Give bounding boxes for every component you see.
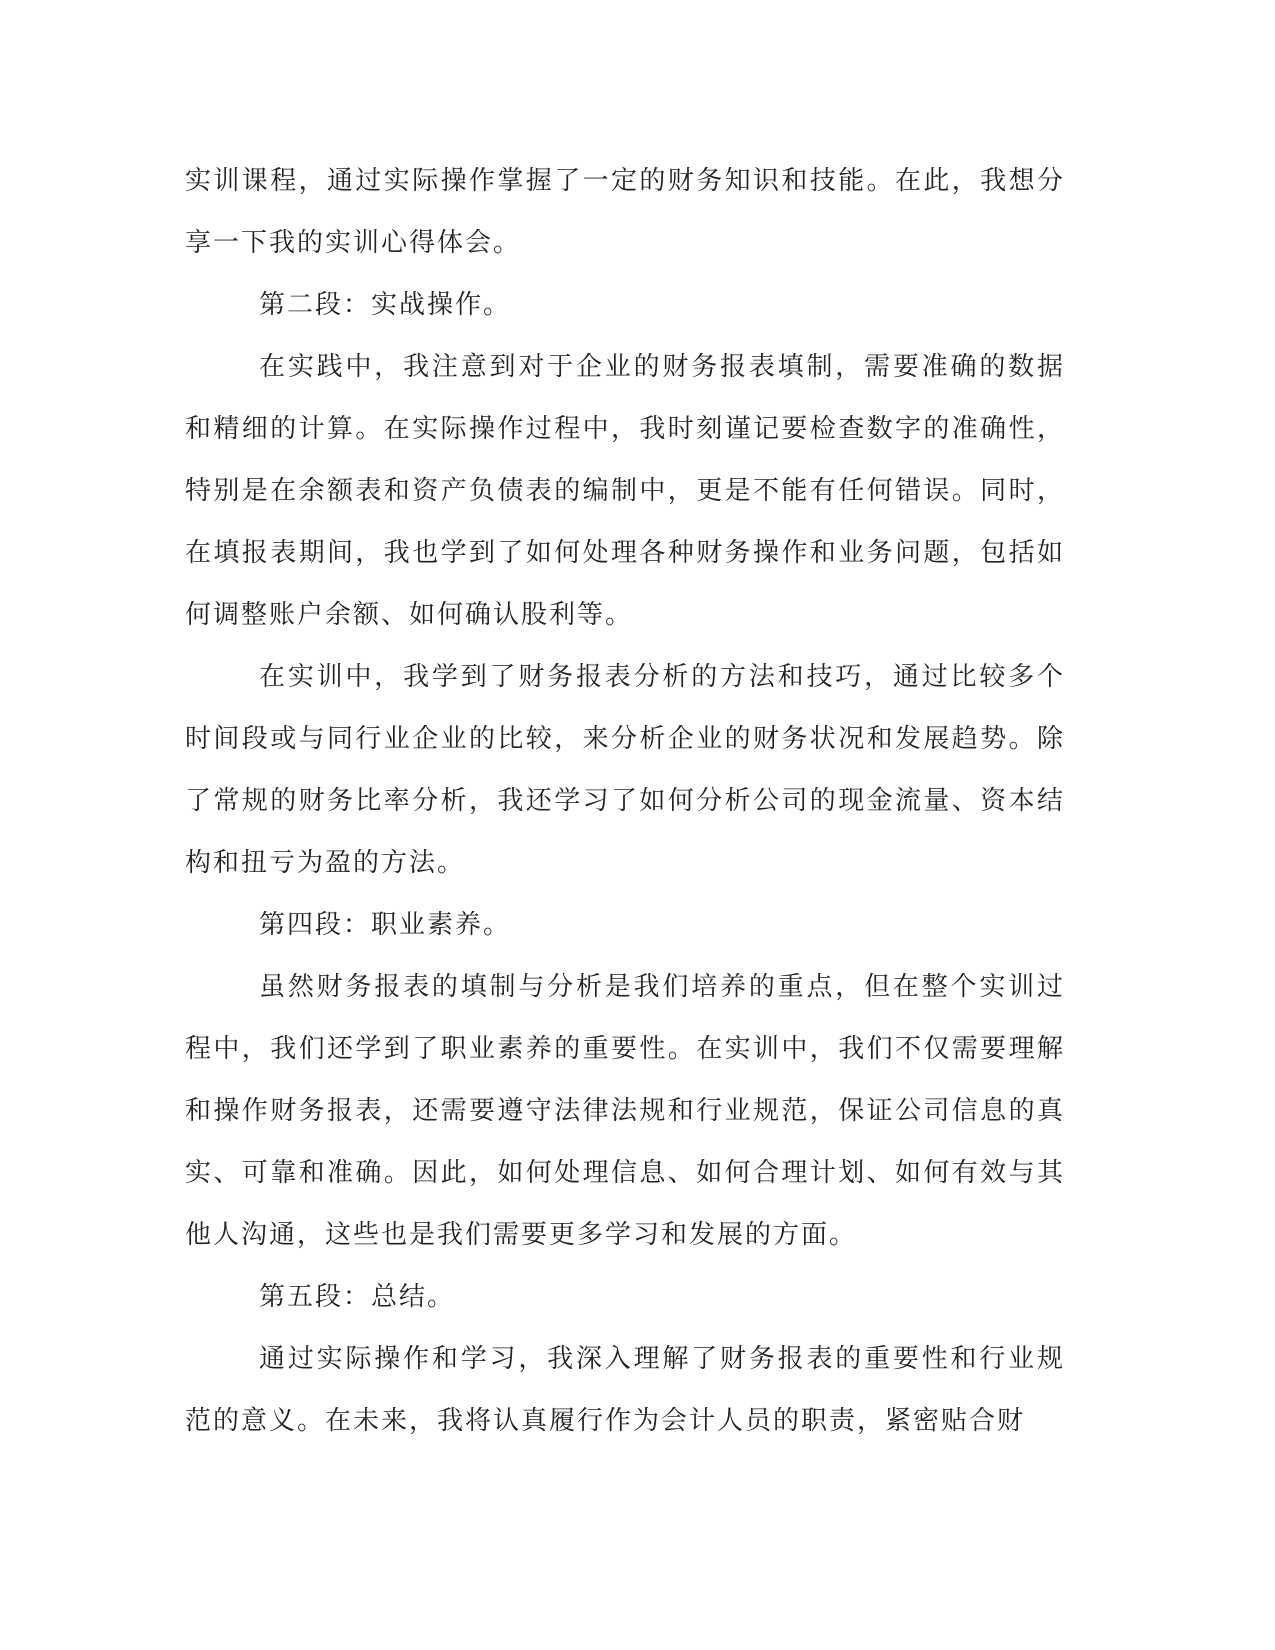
paragraph-summary: 通过实际操作和学习，我深入理解了财务报表的重要性和行业规范的意义。在未来，我将认真履行作为会计人员的职责，紧密贴合财 (185, 1344, 1065, 1436)
paragraph-analysis: 在实训中，我学到了财务报表分析的方法和技巧，通过比较多个时间段或与同行业企业的比较，来分析企业的财务状况和发展趋势。除了常规的财务比率分析，我还学习了如何分析公司的现金流量、资本结构和扭亏为盈的方法。 (185, 662, 1065, 878)
paragraph-intro-continued: 实训课程，通过实际操作掌握了一定的财务知识和技能。在此，我想分享一下我的实训心得体会。 (185, 166, 1065, 258)
section-heading-professionalism: 第四段：职业素养。 (259, 910, 512, 940)
paragraph-professionalism: 虽然财务报表的填制与分析是我们培养的重点，但在整个实训过程中，我们还学到了职业素养的重要性。在实训中，我们不仅需要理解和操作财务报表，还需要遵守法律法规和行业规范，保证公司信息的真实、可靠和准确。因此，如何处理信息、如何合理计划、如何有效与其他人沟通，这些也是我们需要更多学习和发展的方面。 (185, 972, 1065, 1250)
section-heading-summary: 第五段：总结。 (259, 1282, 456, 1312)
document-body (185, 150, 1065, 1452)
paragraph-practice-details: 在实践中，我注意到对于企业的财务报表填制，需要准确的数据和精细的计算。在实际操作过程中，我时刻谨记要检查数字的准确性，特别是在余额表和资产负债表的编制中，更是不能有任何错误。同时，在填报表期间，我也学到了如何处理各种财务操作和业务问题，包括如何调整账户余额、如何确认股利等。 (185, 352, 1065, 630)
section-heading-practice: 第二段：实战操作。 (259, 290, 512, 320)
